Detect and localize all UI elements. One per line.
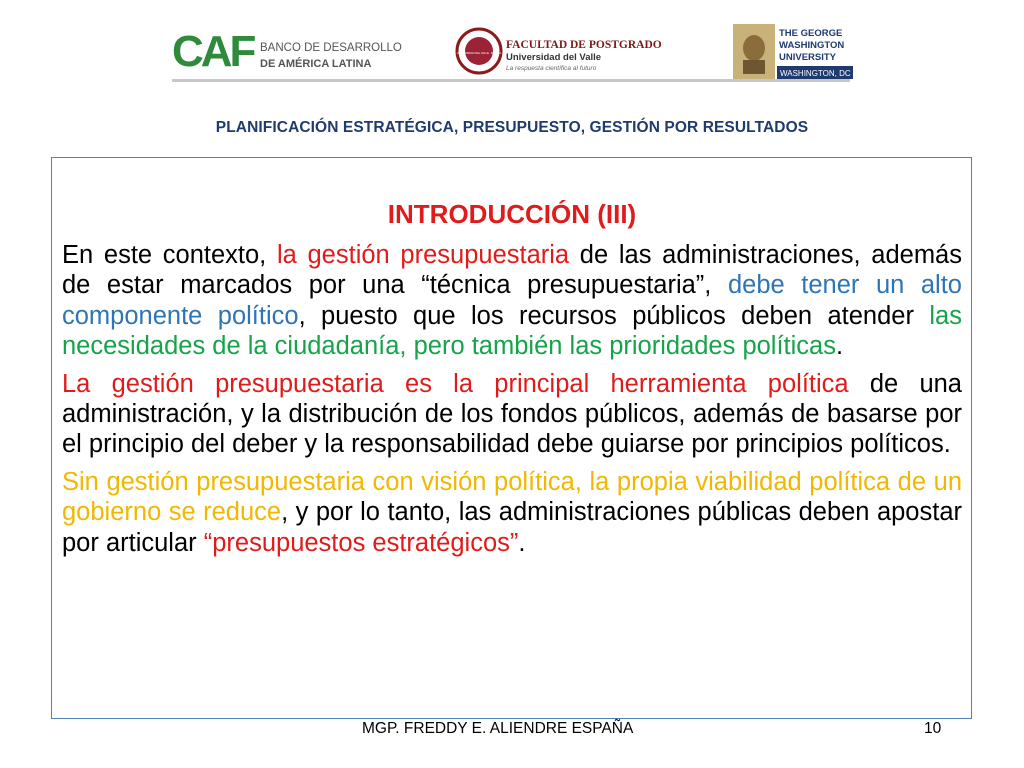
p3-segment-a: Sin gestión presupuestaria con visión política, la propia viabilidad política de un gobierno se reduce xyxy=(62,467,962,527)
p1-segment-d: debe tener un alto componente político xyxy=(62,271,962,330)
p3-segment-b: , y por lo tanto, las administraciones públicas deben apostar por articular xyxy=(62,498,962,557)
header-divider xyxy=(172,79,850,82)
faculty-logo-tagline: La respuesta científica al futuro xyxy=(506,65,597,72)
gwu-logo-line1: THE GEORGE xyxy=(779,28,843,39)
p3-segment-d: . xyxy=(518,528,526,557)
slide-body xyxy=(62,240,962,565)
page-title: PLANIFICACIÓN ESTRATÉGICA, PRESUPUESTO, GESTIÓN POR RESULTADOS xyxy=(215,119,809,136)
p1-segment-g: . xyxy=(836,332,844,361)
university-seal-text: UNIVERSIDAD DEL VALLE · BOLIVIA xyxy=(456,52,502,55)
caf-logo-mark: CAF xyxy=(172,27,254,76)
p1-segment-b: la gestión presupuestaria xyxy=(276,241,570,269)
caf-logo xyxy=(172,26,402,76)
p3-segment-c: “presupuestos estratégicos” xyxy=(203,528,519,557)
p1-segment-e: , puesto que los recursos públicos deben atender xyxy=(298,301,930,330)
washington-portrait-icon xyxy=(743,35,765,61)
facultad-postgrado-logo xyxy=(454,26,684,76)
p1-segment-c: de las administraciones, además de estar marcados por una “técnica presupuestaria”, xyxy=(62,241,962,300)
gwu-logo-line3: UNIVERSITY xyxy=(779,52,837,63)
footer-author: MGP. FREDDY E. ALIENDRE ESPAÑA xyxy=(362,720,634,737)
p1-segment-a: En este contexto, xyxy=(62,241,277,269)
p2-segment-a: La gestión presupuestaria es la principal herramienta política xyxy=(62,369,849,398)
faculty-logo-title: FACULTAD DE POSTGRADO xyxy=(506,39,662,51)
caf-logo-line2: DE AMÉRICA LATINA xyxy=(260,58,372,70)
faculty-logo-subtitle: Universidad del Valle xyxy=(506,52,602,63)
gwu-logo-line2: WASHINGTON xyxy=(779,40,845,51)
p2-segment-b: de una administración, y la distribución de los fondos públicos, además de basarse por el principio del deber y la responsabilidad debe guiarse por principios políticos. xyxy=(62,369,962,459)
paragraph-3 xyxy=(62,467,962,558)
paragraph-1 xyxy=(62,240,962,362)
slide-heading: INTRODUCCIÓN (III) xyxy=(387,199,637,229)
caf-logo-line1: BANCO DE DESARROLLO xyxy=(260,42,402,54)
gwu-logo-line4: WASHINGTON, DC xyxy=(780,69,851,78)
p1-segment-f: las necesidades de la ciudadanía, pero también las prioridades políticas xyxy=(62,301,962,361)
paragraph-2 xyxy=(62,369,962,460)
gwu-logo xyxy=(733,24,853,80)
footer-page-number: 10 xyxy=(924,720,942,737)
